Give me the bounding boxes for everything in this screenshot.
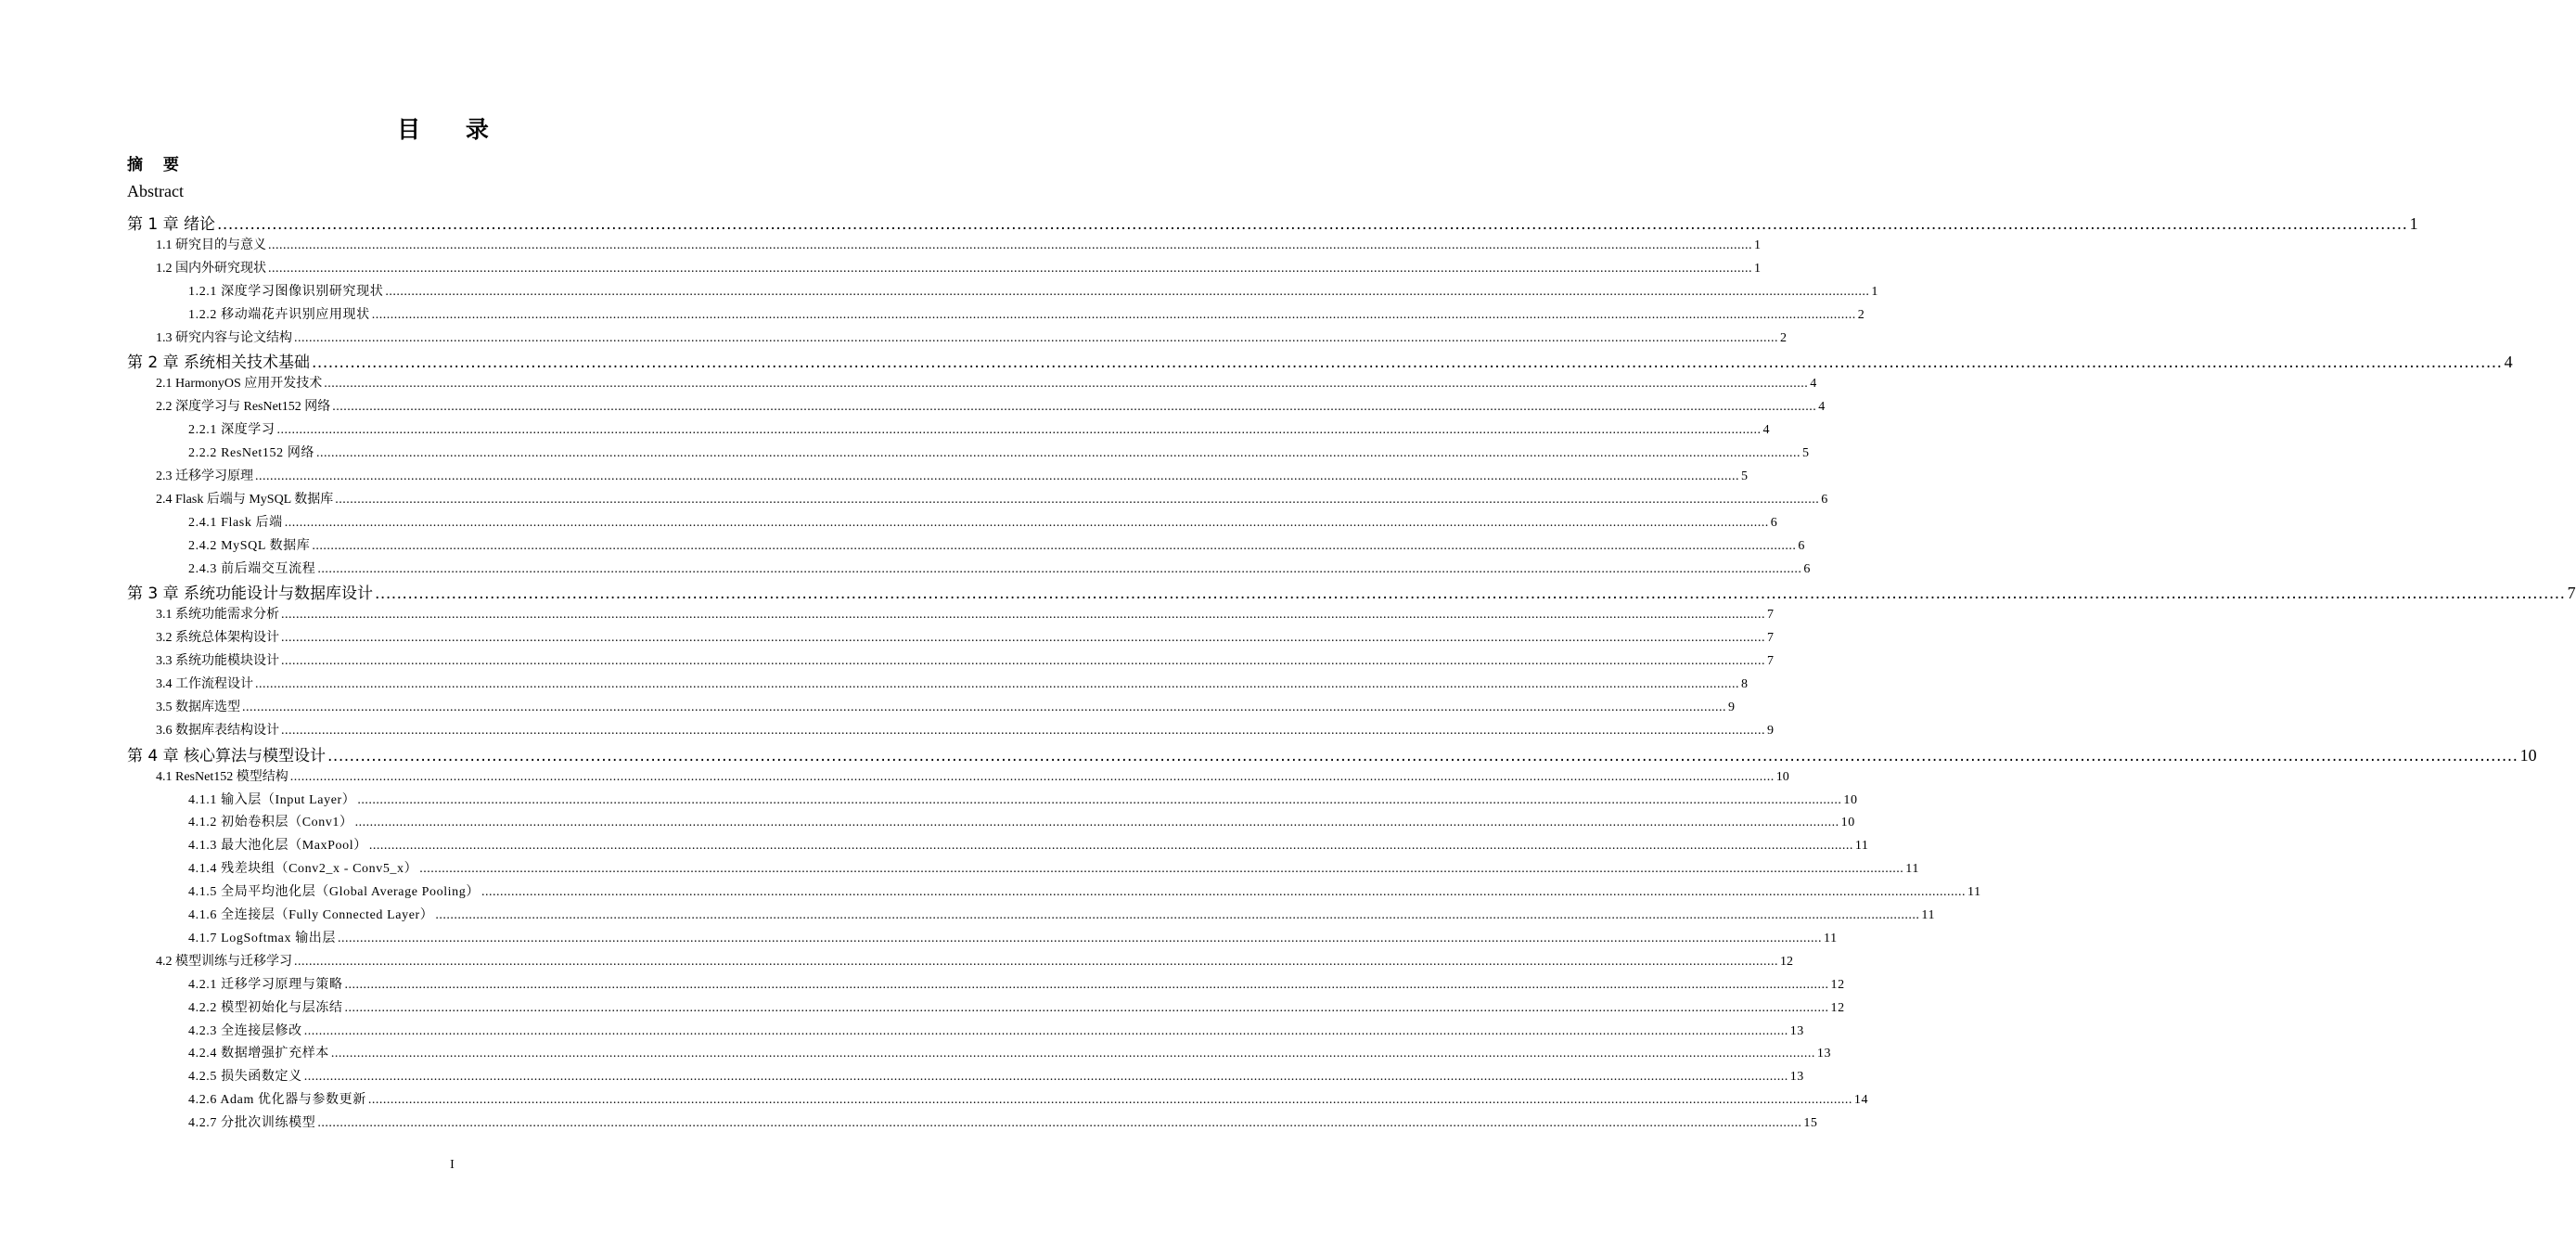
toc-entry-page: 4 [1818,400,1826,415]
toc-subsection-entry[interactable] [188,810,1855,830]
toc-entry-title: 1.2 国内外研究现状 [156,261,266,276]
toc-entry-page: 6 [1770,515,1778,530]
dot-leader: ................................................................................................................................................................................................................................................................................................................................................................................................................ [385,284,1870,299]
toc-entry-page: 5 [1741,469,1748,483]
toc-entry-title: 2.4.2 MySQL 数据库 [188,538,311,553]
toc-subsection-entry[interactable] [188,1019,1804,1039]
toc-section-entry[interactable] [156,256,1761,276]
toc-entry-page: 1 [2409,214,2418,233]
dot-leader: ................................................................................................................................................................................................................................................................................................................................................................................................................ [276,423,1762,438]
toc-entry-page: 4 [1810,377,1817,392]
toc-entry-title: 第 2 章 系统相关技术基础 [127,354,311,373]
toc-section-entry[interactable] [156,371,1817,392]
page-number: I [450,1158,455,1172]
toc-section-entry[interactable] [156,602,1774,623]
toc-entry-title: 4.2 模型训练与迁移学习 [156,954,292,969]
toc-section-entry[interactable] [156,464,1748,484]
dot-leader: ................................................................................................................................................................................................................................................................................................................................................................................................................ [338,931,1822,945]
toc-subsection-entry[interactable] [188,557,1811,577]
dot-leader: ................................................................................................................................................................................................................................................................................................................................................................................................................ [332,400,1817,415]
toc-entry-page: 15 [1803,1116,1818,1131]
dot-leader: ................................................................................................................................................................................................................................................................................................................................................................................................................ [344,1000,1829,1015]
toc-entry-title: 4.1 ResNet152 模型结构 [156,769,288,784]
toc-entry-abstract-en[interactable]: Abstract [127,182,184,200]
dot-leader: ................................................................................................................................................................................................................................................................................................................................................................................................................ [327,746,2518,765]
dot-leader: ................................................................................................................................................................................................................................................................................................................................................................................................................ [255,469,1739,483]
toc-entry-page: 1 [1754,261,1761,276]
toc-entry-page: 10 [2519,745,2537,765]
toc-entry-title: 4.2.4 数据增强扩充样本 [188,1047,329,1061]
toc-entry-page: 1 [1754,238,1761,252]
toc-entry-title: 3.4 工作流程设计 [156,677,253,691]
dot-leader: ................................................................................................................................................................................................................................................................................................................................................................................................................ [481,885,1966,900]
dot-leader: ................................................................................................................................................................................................................................................................................................................................................................................................................ [255,677,1739,691]
dot-leader: ................................................................................................................................................................................................................................................................................................................................................................................................................ [303,1070,1788,1085]
dot-leader: ................................................................................................................................................................................................................................................................................................................................................................................................................ [268,261,1752,276]
toc-entry-title: 4.1.6 全连接层（Fully Connected Layer） [188,908,434,922]
dot-leader: ................................................................................................................................................................................................................................................................................................................................................................................................................ [268,238,1752,252]
dot-leader: ................................................................................................................................................................................................................................................................................................................................................................................................................ [357,792,1842,807]
toc-section-entry[interactable] [156,394,1826,415]
toc-entry-title: 2.2.1 深度学习 [188,423,276,438]
toc-entry-title: 1.2.2 移动端花卉识别应用现状 [188,307,370,322]
dot-leader: ................................................................................................................................................................................................................................................................................................................................................................................................................ [242,700,1726,714]
toc-entry-page: 11 [1967,885,1981,900]
toc-entry-page: 10 [1840,816,1855,830]
toc-section-entry[interactable] [156,326,1787,346]
page-title: 目 录 [397,116,507,143]
dot-leader: ................................................................................................................................................................................................................................................................................................................................................................................................................ [368,839,1853,854]
toc-section-entry[interactable] [156,649,1774,669]
toc-entry-title: 2.2 深度学习与 ResNet152 网络 [156,400,331,415]
toc-entry-page: 2 [1780,330,1787,345]
toc-entry-title: 4.2.2 模型初始化与层冻结 [188,1000,343,1015]
toc-entry-page: 14 [1853,1093,1869,1108]
toc-entry-page: 11 [1824,931,1838,945]
toc-subsection-entry[interactable] [188,510,1778,531]
toc-entry-page: 9 [1767,723,1774,738]
toc-subsection-entry[interactable] [188,441,1810,461]
toc-section-entry[interactable] [156,765,1789,785]
toc-chapter-entry[interactable] [127,348,2513,373]
toc-entry-page: 6 [1821,492,1828,507]
toc-subsection-entry[interactable] [188,996,1845,1016]
toc-section-entry[interactable] [156,487,1828,508]
toc-entry-title: 3.6 数据库表结构设计 [156,723,279,738]
toc-section-entry[interactable] [156,718,1774,739]
toc-entry-abstract-cn[interactable]: 摘 要 [127,156,186,174]
toc-subsection-entry[interactable] [188,833,1869,854]
toc-subsection-entry[interactable] [188,534,1805,554]
toc-entry-title: 1.3 研究内容与论文结构 [156,330,292,345]
dot-leader: ................................................................................................................................................................................................................................................................................................................................................................................................................ [330,1047,1815,1061]
toc-section-entry[interactable] [156,949,1793,970]
toc-entry-title: 4.2.7 分批次训练模型 [188,1116,316,1131]
toc-subsection-entry[interactable] [188,302,1865,323]
toc-entry-page: 13 [1789,1070,1804,1085]
toc-entry-title: 第 3 章 系统功能设计与数据库设计 [127,585,374,604]
toc-entry-title: 第 4 章 核心算法与模型设计 [127,746,327,765]
toc-entry-page: 11 [1905,862,1919,877]
toc-subsection-entry[interactable] [188,788,1858,808]
toc-entry-title: 3.2 系统总体架构设计 [156,631,279,646]
toc-entry-title: 4.1.4 残差块组（Conv2_x - Conv5_x） [188,862,418,877]
dot-leader: ................................................................................................................................................................................................................................................................................................................................................................................................................ [354,816,1839,830]
toc-entry-title: 4.1.1 输入层（Input Layer） [188,792,356,807]
toc-entry-page: 8 [1741,677,1748,691]
toc-chapter-entry[interactable] [127,741,2537,765]
toc-section-entry[interactable] [156,695,1735,715]
toc-entry-page: 1 [1871,284,1878,299]
toc-entry-page: 13 [1789,1023,1804,1038]
toc-entry-title: 3.1 系统功能需求分析 [156,608,279,623]
toc-subsection-entry[interactable] [188,926,1838,946]
toc-entry-title: 4.2.1 迁移学习原理与策略 [188,977,343,992]
toc-section-entry[interactable] [156,672,1748,692]
toc-entry-page: 5 [1802,446,1810,460]
toc-entry-page: 10 [1775,769,1789,784]
dot-leader: ................................................................................................................................................................................................................................................................................................................................................................................................................ [367,1093,1852,1108]
toc-entry-page: 11 [1921,908,1936,922]
dot-leader: ................................................................................................................................................................................................................................................................................................................................................................................................................ [419,862,1904,877]
toc-subsection-entry[interactable] [188,1041,1832,1061]
toc-entry-title: 2.4 Flask 后端与 MySQL 数据库 [156,492,334,507]
dot-leader: ................................................................................................................................................................................................................................................................................................................................................................................................................ [312,538,1797,553]
toc-chapter-entry[interactable] [127,579,2576,604]
toc-entry-page: 4 [2504,353,2513,372]
toc-subsection-entry[interactable] [188,1111,1818,1131]
toc-entry-page: 7 [1767,608,1774,623]
dot-leader: ................................................................................................................................................................................................................................................................................................................................................................................................................ [335,492,1820,507]
dot-leader: ................................................................................................................................................................................................................................................................................................................................................................................................................ [435,908,1920,922]
toc-entry-title: 2.2.2 ResNet152 网络 [188,446,315,460]
toc-entry-title: 3.5 数据库选型 [156,700,240,714]
toc-entry-title: 第 1 章 绪论 [127,215,216,234]
dot-leader: ................................................................................................................................................................................................................................................................................................................................................................................................................ [281,723,1765,738]
toc-entry-page: 2 [1857,307,1865,322]
toc-entry-page: 12 [1830,1000,1845,1015]
toc-subsection-entry[interactable] [188,1087,1869,1108]
toc-entry-page: 12 [1830,977,1845,992]
toc-entry-title: 4.1.7 LogSoftmax 输出层 [188,931,336,945]
toc-entry-title: 1.1 研究目的与意义 [156,238,266,252]
toc-entry-title: 2.4.1 Flask 后端 [188,515,283,530]
toc-entry-title: 4.2.5 损失函数定义 [188,1070,302,1085]
toc-chapter-entry[interactable] [127,210,2418,234]
toc-entry-page: 11 [1854,839,1869,854]
toc-entry-title: 4.1.3 最大池化层（MaxPool） [188,839,367,854]
toc-entry-page: 9 [1728,700,1735,714]
toc-entry-page: 13 [1816,1047,1832,1061]
dot-leader: ................................................................................................................................................................................................................................................................................................................................................................................................................ [284,515,1769,530]
dot-leader: ................................................................................................................................................................................................................................................................................................................................................................................................................ [316,446,1801,460]
toc-entry-title: 2.4.3 前后端交互流程 [188,561,316,576]
toc-subsection-entry[interactable] [188,856,1919,877]
toc-subsection-entry[interactable] [188,903,1936,923]
toc-entry-page: 10 [1843,792,1858,807]
dot-leader: ................................................................................................................................................................................................................................................................................................................................................................................................................ [281,654,1765,669]
toc-entry-title: 1.2.1 深度学习图像识别研究现状 [188,284,384,299]
dot-leader: ................................................................................................................................................................................................................................................................................................................................................................................................................ [317,1116,1802,1131]
dot-leader: ................................................................................................................................................................................................................................................................................................................................................................................................................ [294,330,1778,345]
dot-leader: ................................................................................................................................................................................................................................................................................................................................................................................................................ [281,608,1765,623]
toc-entry-page: 7 [1767,631,1774,646]
toc-subsection-entry[interactable] [188,1064,1804,1085]
dot-leader: ................................................................................................................................................................................................................................................................................................................................................................................................................ [289,769,1775,784]
toc-section-entry[interactable] [156,233,1761,253]
toc-entry-title: 4.2.3 全连接层修改 [188,1023,302,1038]
toc-entry-page: 4 [1762,423,1771,438]
dot-leader: ................................................................................................................................................................................................................................................................................................................................................................................................................ [344,977,1829,992]
toc-entry-page: 7 [1767,654,1774,669]
toc-entry-title: 4.1.2 初始卷积层（Conv1） [188,816,353,830]
toc-entry-page: 6 [1803,561,1811,576]
toc-entry-title: 2.1 HarmonyOS 应用开发技术 [156,377,323,392]
toc-section-entry[interactable] [156,625,1774,646]
toc-entry-title: 3.3 系统功能模块设计 [156,654,279,669]
dot-leader: ................................................................................................................................................................................................................................................................................................................................................................................................................ [371,307,1856,322]
toc-entry-page: 12 [1780,954,1793,969]
dot-leader: ................................................................................................................................................................................................................................................................................................................................................................................................................ [217,215,2408,234]
toc-subsection-entry[interactable] [188,418,1771,438]
toc-entry-page: 7 [2567,584,2576,603]
dot-leader: ................................................................................................................................................................................................................................................................................................................................................................................................................ [303,1023,1788,1038]
toc-entry-page: 6 [1798,538,1805,553]
dot-leader: ................................................................................................................................................................................................................................................................................................................................................................................................................ [281,631,1765,646]
toc-entry-title: 4.1.5 全局平均池化层（Global Average Pooling） [188,885,480,900]
dot-leader: ................................................................................................................................................................................................................................................................................................................................................................................................................ [317,561,1802,576]
toc-subsection-entry[interactable] [188,972,1845,993]
dot-leader: ................................................................................................................................................................................................................................................................................................................................................................................................................ [324,377,1809,392]
dot-leader: ................................................................................................................................................................................................................................................................................................................................................................................................................ [294,954,1778,969]
toc-subsection-entry[interactable] [188,279,1878,300]
toc-entry-title: 4.2.6 Adam 优化器与参数更新 [188,1093,366,1108]
dot-leader: ................................................................................................................................................................................................................................................................................................................................................................................................................ [375,585,2566,604]
toc-entry-title: 2.3 迁移学习原理 [156,469,253,483]
dot-leader: ................................................................................................................................................................................................................................................................................................................................................................................................................ [312,354,2503,373]
toc-subsection-entry[interactable] [188,880,1981,900]
